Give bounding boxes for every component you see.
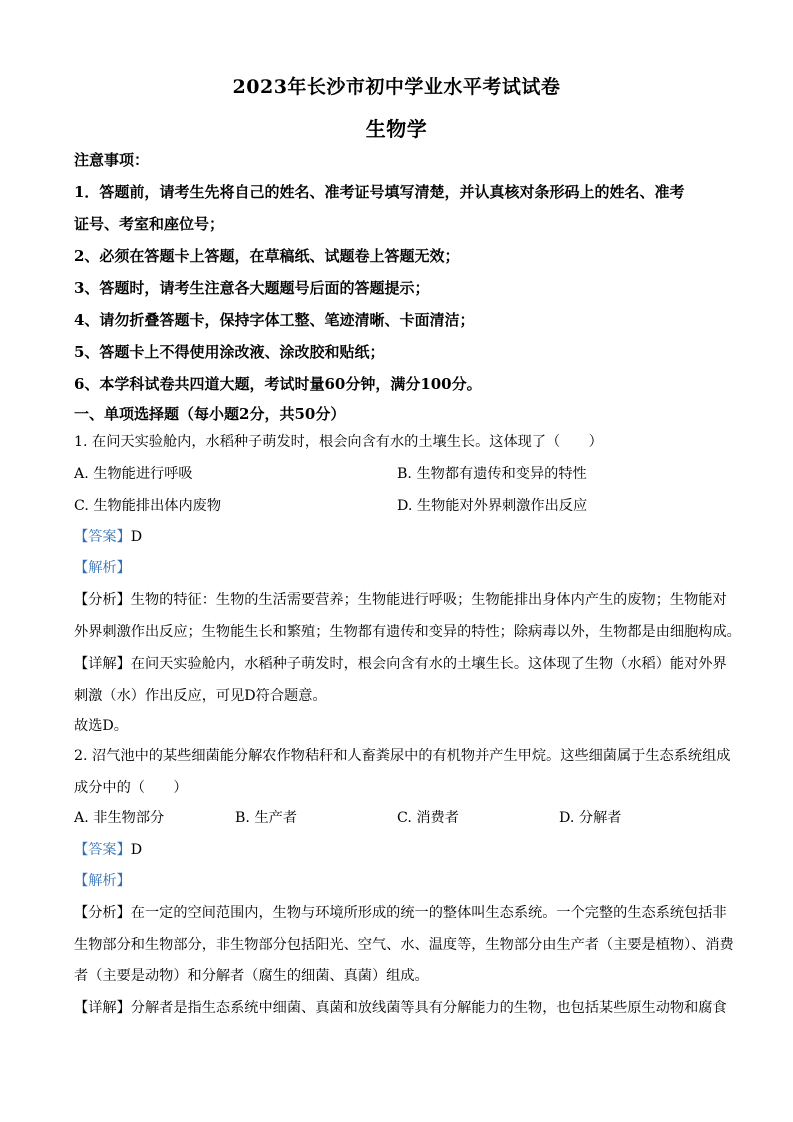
answer-line [74, 840, 734, 860]
option-b: B. 生物都有遗传和变异的特性 [397, 466, 587, 482]
notice-item: 5、答题卡上不得使用涂改液、涂改胶和贴纸； [74, 343, 385, 361]
option-c: C. 生物能排出体内废物 [74, 498, 222, 514]
xiangjie-paragraph [74, 654, 734, 674]
answer-tag: 【答案】 [74, 529, 131, 545]
conclusion: 故选D。 [74, 718, 128, 734]
notice-item: 1．答题前，请考生先将自己的姓名、准考证号填写清楚，并认真核对条形码上的姓名、准考 [74, 183, 685, 201]
analysis-label: 【解析】 [74, 560, 131, 576]
notice-item: 证号、考室和座位号； [74, 215, 225, 233]
notice-item: 3、答题时，请考生注意各大题题号后面的答题提示； [74, 279, 430, 297]
answer-value: D [130, 842, 143, 858]
question-stem: 1. 在问天实验舱内，水稻种子萌发时，根会向含有水的土壤生长。这体现了（ ） [74, 434, 603, 450]
notice-item: 2、必须在答题卡上答题，在草稿纸、试题卷上答题无效； [74, 247, 460, 265]
fenxi-text: 生物部分和生物部分，非生物部分包括阳光、空气、水、温度等，生物部分由生产者（主要是植物）、消费 [74, 937, 734, 953]
answer-tag: 【答案】 [74, 842, 131, 858]
fenxi-paragraph [74, 590, 734, 610]
section-heading: 一、单项选择题（每小题2分，共50分） [74, 405, 346, 423]
fenxi-tag: 【分析】 [74, 592, 131, 608]
notice-item: 4、请勿折叠答题卡，保持字体工整、笔迹清晰、卡面清洁； [74, 311, 475, 329]
option-a: A. 生物能进行呼吸 [74, 466, 193, 482]
analysis-tag [74, 558, 734, 578]
question-stem: 2. 沼气池中的某些细菌能分解农作物秸秆和人畜粪尿中的有机物并产生甲烷。这些细菌属于生态系统组成 [74, 748, 731, 764]
fenxi-text: 者（主要是动物）和分解者（腐生的细菌、真菌）组成。 [74, 968, 429, 984]
fenxi-tag: 【分析】 [74, 905, 131, 921]
notice-heading: 注意事项： [74, 151, 150, 169]
fenxi-paragraph [74, 903, 734, 923]
xiangjie-tag: 【详解】 [74, 1000, 131, 1016]
option-a: A. 非生物部分 [74, 810, 165, 826]
xiangjie-text: 刺激（水）作出反应，可见D符合题意。 [74, 688, 327, 704]
analysis-tag [74, 871, 734, 891]
question-stem: 成分中的（ ） [74, 780, 188, 796]
option-b: B. 生产者 [235, 810, 298, 826]
answer-value: D [130, 529, 143, 545]
option-c: C. 消费者 [397, 810, 459, 826]
xiangjie-text: 在问天实验舱内，水稻种子萌发时，根会向含有水的土壤生长。这体现了生物（水稻）能对外界 [130, 656, 727, 672]
exam-title: 2023年长沙市初中学业水平考试试卷 [232, 76, 561, 98]
subject-title: 生物学 [365, 117, 428, 141]
analysis-label: 【解析】 [74, 873, 131, 889]
fenxi-text: 生物的特征：生物的生活需要营养；生物能进行呼吸；生物能排出身体内产生的废物；生物能对 [130, 592, 727, 608]
option-d: D. 分解者 [559, 810, 622, 826]
xiangjie-paragraph [74, 998, 734, 1018]
notice-item: 6、本学科试卷共四道大题，考试时量60分钟，满分100分。 [74, 375, 482, 393]
xiangjie-text: 分解者是指生态系统中细菌、真菌和放线菌等具有分解能力的生物，也包括某些原生动物和腐食 [130, 1000, 727, 1016]
fenxi-text: 外界刺激作出反应；生物能生长和繁殖；生物都有遗传和变异的特性；除病毒以外，生物都是由细胞构成。 [74, 624, 741, 640]
fenxi-text: 在一定的空间范围内，生物与环境所形成的统一的整体叫生态系统。一个完整的生态系统包括非 [130, 905, 727, 921]
answer-line [74, 527, 734, 547]
xiangjie-tag: 【详解】 [74, 656, 131, 672]
option-d: D. 生物能对外界刺激作出反应 [397, 498, 588, 514]
